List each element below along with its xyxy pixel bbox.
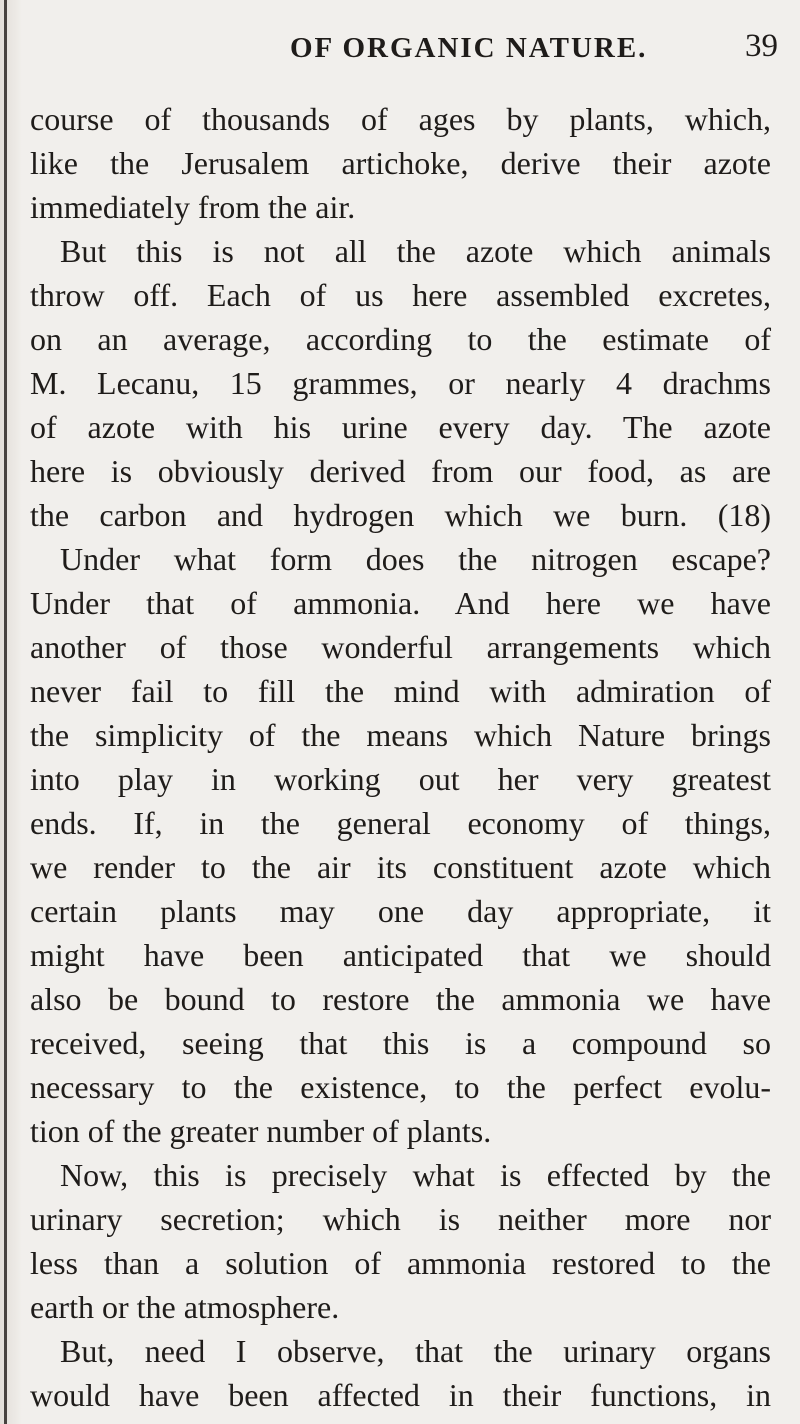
text-line: would have been affected in their functions, in [30, 1377, 771, 1413]
text-line: into play in working out her very greatest [30, 761, 771, 797]
text-line: we render to the air its constituent azote which [30, 849, 771, 885]
running-head: OF ORGANIC NATURE. [290, 32, 648, 64]
text-line: earth or the atmosphere. [30, 1289, 340, 1325]
text-line: course of thousands of ages by plants, which, [30, 101, 771, 137]
text-line: received, seeing that this is a compound so [30, 1025, 771, 1061]
text-line: M. Lecanu, 15 grammes, or nearly 4 drachms [30, 365, 771, 401]
text-line: here is obviously derived from our food, as are [30, 453, 771, 489]
text-line: another of those wonderful arrangements which [30, 629, 771, 665]
text-line: like the Jerusalem artichoke, derive their azote [30, 145, 771, 181]
text-line: Under that of ammonia. And here we have [30, 585, 771, 621]
text-line: of azote with his urine every day. The azote [30, 409, 771, 445]
text-line: But, need I observe, that the urinary organs [60, 1333, 771, 1369]
text-line: on an average, according to the estimate of [30, 321, 771, 357]
text-line: also be bound to restore the ammonia we have [30, 981, 771, 1017]
text-line: tion of the greater number of plants. [30, 1113, 492, 1149]
text-line: But this is not all the azote which animals [60, 233, 771, 269]
text-line: certain plants may one day appropriate, it [30, 893, 771, 929]
text-line: might have been anticipated that we should [30, 937, 771, 973]
text-line: the simplicity of the means which Nature brings [30, 717, 771, 753]
text-line: the carbon and hydrogen which we burn. (18) [30, 497, 771, 533]
text-line: never fail to fill the mind with admiration of [30, 673, 771, 709]
text-line: necessary to the existence, to the perfect evolu- [30, 1069, 771, 1105]
page-header [0, 26, 800, 76]
text-line: urinary secretion; which is neither more nor [30, 1201, 771, 1237]
text-line: immediately from the air. [30, 189, 356, 225]
page-number: 39 [745, 28, 778, 64]
text-line: ends. If, in the general economy of things, [30, 805, 771, 841]
text-line: Now, this is precisely what is effected by the [60, 1157, 771, 1193]
binding-edge [4, 0, 7, 1424]
text-line: less than a solution of ammonia restored to the [30, 1245, 771, 1281]
text-line: throw off. Each of us here assembled excretes, [30, 277, 771, 313]
text-line: Under what form does the nitrogen escape? [60, 541, 771, 577]
